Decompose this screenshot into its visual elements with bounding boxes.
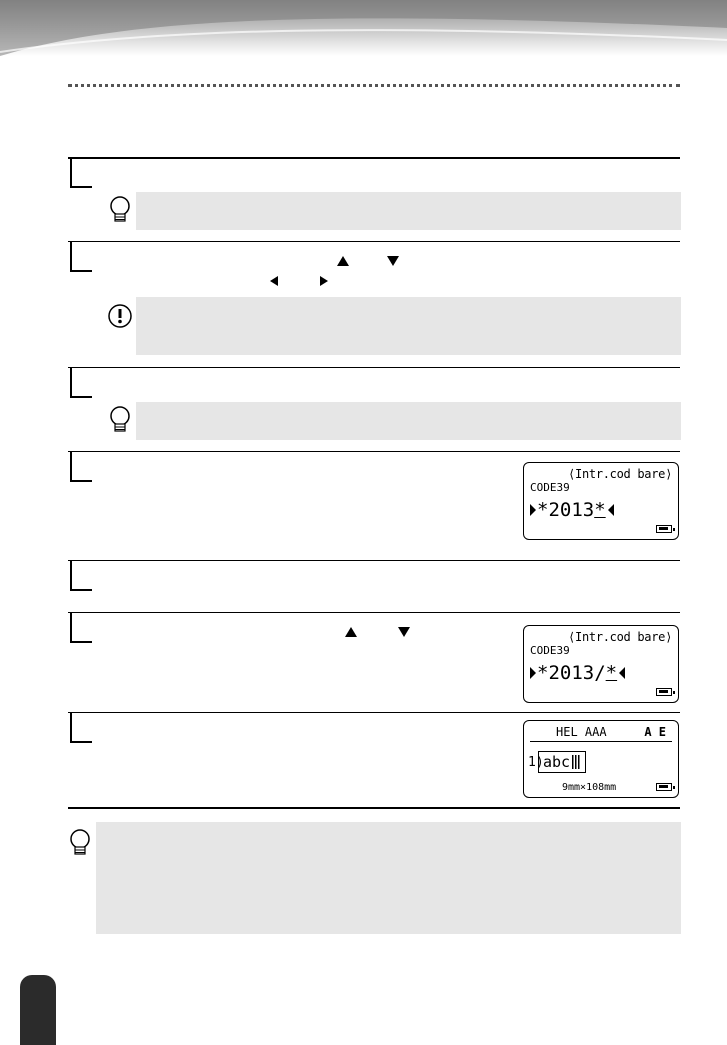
up-arrow-icon [345,627,357,637]
exclamation-icon [107,303,133,329]
section-end-rule [68,807,680,809]
section-dotted-rule [68,84,680,87]
barcode-icon [572,755,580,769]
lcd-value: *2013/ [537,662,606,684]
battery-icon [656,525,672,533]
lcd-label-text: abc [543,753,571,771]
lcd-mode-title: ⟨Intr.cod bare⟩ [568,630,672,644]
lcd-label-preview [538,751,586,773]
lightbulb-icon [108,405,132,435]
cursor-end-marker [619,667,625,679]
lcd-format-icons: A E [644,725,666,739]
lcd-screen-2 [523,625,679,703]
step-1-rule [68,157,680,159]
down-arrow-icon [398,627,410,637]
step-3-marker [70,368,92,398]
chapter-side-tab [20,975,56,1045]
step-6-marker [70,613,92,643]
left-arrow-icon [270,276,278,286]
step-2-marker [70,242,92,272]
battery-icon [656,688,672,696]
lcd-cursor-char: * [594,499,606,521]
lcd-input-line [530,499,614,521]
lcd-protocol: CODE39 [530,644,570,657]
step-3-rule [68,367,680,368]
step-1-tip-box [136,192,681,230]
step-7-rule [68,712,680,713]
lcd-mode-title: ⟨Intr.cod bare⟩ [568,467,672,481]
summary-tip-box [96,822,681,934]
lcd-line-marker: 1) [528,755,544,770]
lightbulb-icon [108,195,132,225]
lcd-tape-size: 9mm×108mm [562,782,617,793]
lcd-input-line [530,662,625,684]
step-2-rule [68,241,680,242]
step-6-rule [68,612,680,613]
down-arrow-icon [387,256,399,266]
step-4-marker [70,452,92,482]
step-1-marker [70,158,92,188]
step-2-caution-box [136,297,681,355]
lightbulb-icon [68,828,92,858]
lcd-value: *2013 [537,499,595,521]
battery-icon [656,783,672,791]
cursor-start-marker [530,667,536,679]
lcd-cursor-char: * [605,662,618,684]
step-5-marker [70,561,92,591]
step-3-tip-box [136,402,681,440]
step-5-rule [68,560,680,561]
right-arrow-icon [320,276,328,286]
header-swoosh [0,0,727,56]
step-7-marker [70,713,92,743]
cursor-start-marker [530,504,536,516]
up-arrow-icon [337,256,349,266]
step-4-rule [68,451,680,452]
cursor-end-marker [608,504,614,516]
lcd-screen-1 [523,462,679,540]
lcd-protocol: CODE39 [530,481,570,494]
lcd-screen-3 [523,720,679,798]
lcd-format-bar [530,725,672,742]
lcd-format-text: HEL AAA [556,725,607,739]
